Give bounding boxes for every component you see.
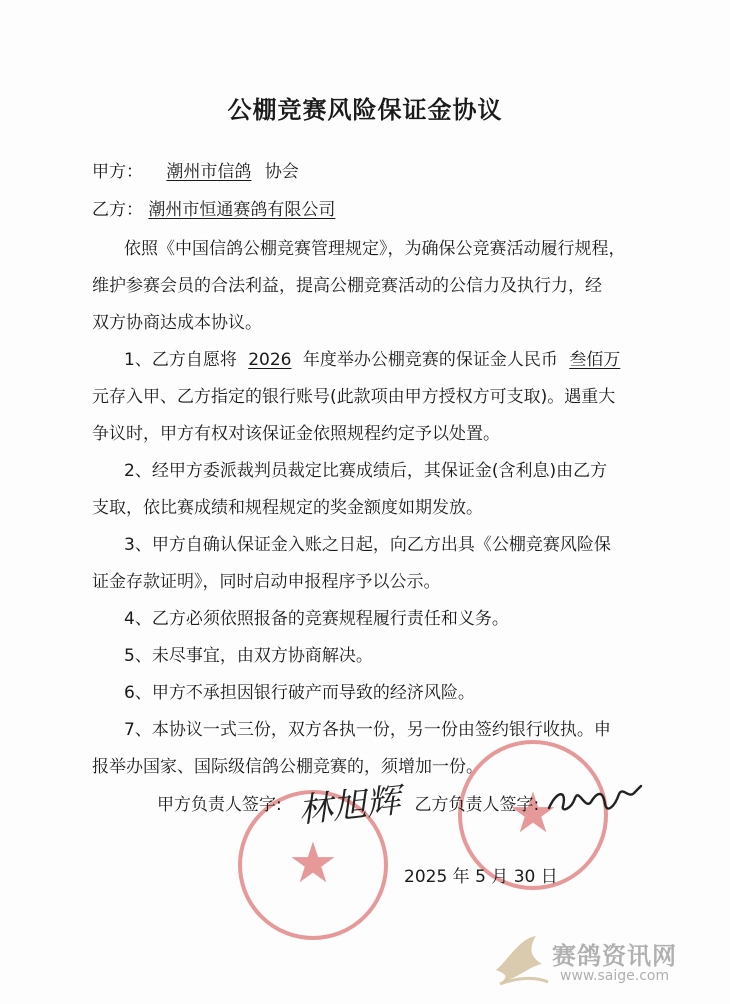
seal-star-icon: ★ (287, 831, 339, 896)
clause-1-mid: 年度举办公棚竞赛的保证金人民币 (302, 350, 558, 370)
pigeon-logo-icon (490, 930, 550, 990)
site-watermark (490, 930, 710, 990)
clause-1-pre: 1、乙方自愿将 (124, 350, 237, 370)
clause-1-line-2: 元存入甲、乙方指定的银行账号(此款项由甲方授权方可支取)。遇重大 (92, 387, 616, 407)
intro-line-3: 双方协商达成本协议。 (92, 313, 262, 333)
party-b-label: 乙方： (92, 200, 143, 220)
party-a-name: 潮州市信鸽 (166, 162, 252, 182)
clause-5: 5、未尽事宜，由双方协商解决。 (124, 646, 373, 666)
intro-line-2: 维护参赛会员的合法利益，提高公棚竞赛活动的公信力及执行力，经 (92, 276, 602, 296)
agreement-date: 2025 年 5 月 30 日 (404, 867, 558, 887)
party-a-label: 甲方： (92, 162, 143, 182)
intro-line-1: 依照《中国信鸽公棚竞赛管理规定》，为确保公竞赛活动履行规程， (124, 239, 626, 259)
clause-1-line-3: 争议时，甲方有权对该保证金依照规程约定予以处置。 (92, 424, 500, 444)
clause-3-line-1: 3、甲方自确认保证金入账之日起，向乙方出具《公棚竞赛风险保 (124, 535, 611, 555)
party-a-suffix: 协会 (264, 162, 299, 182)
clause-2-line-2: 支取，依比赛成绩和规程规定的奖金额度如期发放。 (92, 498, 483, 518)
clause-1-line-1 (124, 345, 626, 370)
seal-star-icon: ★ (507, 781, 559, 846)
document-title: 公棚竞赛风险保证金协议 (227, 96, 503, 124)
clause-6: 6、甲方不承担因银行破产而导致的经济风险。 (124, 683, 475, 703)
party-a-handwritten-signature: 林旭辉 (296, 780, 403, 832)
party-b-line (92, 195, 335, 220)
party-a-signatory-label: 甲方负责人签字: (157, 795, 282, 815)
clause-1-amount: 叁佰万 (569, 350, 621, 370)
clause-7-line-1: 7、本协议一式三份，双方各执一份，另一份由签约银行收执。申 (124, 720, 611, 740)
clause-7-line-2: 报举办国家、国际级信鸽公棚竞赛的，须增加一份。 (92, 757, 483, 777)
party-b-name: 潮州市恒通赛鸽有限公司 (148, 200, 336, 220)
party-b-handwritten-signature (545, 780, 645, 820)
watermark-site-name: 赛鸽资讯网 (552, 942, 677, 970)
clause-4: 4、乙方必须依照报备的竞赛规程履行责任和义务。 (124, 609, 509, 629)
party-b-signatory-label: 乙方负责人签字: (414, 795, 540, 815)
watermark-url: www.saige.com (560, 968, 670, 984)
clause-3-line-2: 证金存款证明》，同时启动申报程序予以公示。 (92, 572, 441, 592)
party-a-line (92, 157, 299, 182)
clause-2-line-1: 2、经甲方委派裁判员裁定比赛成绩后，其保证金(含利息)由乙方 (124, 461, 608, 481)
clause-1-year: 2026 (248, 350, 292, 370)
